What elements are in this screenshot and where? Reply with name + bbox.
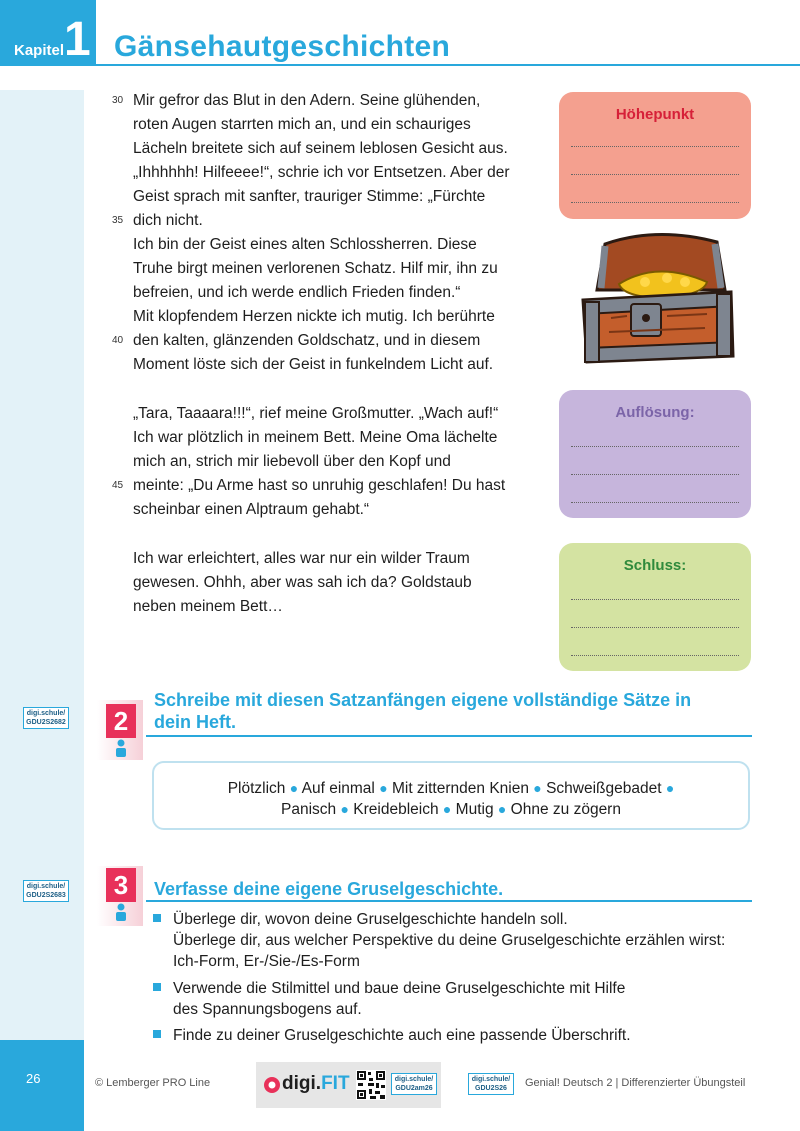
write-line[interactable] [571, 202, 739, 203]
story-line: Lächeln breitete sich auf seinem leblosen Gesicht aus. [133, 140, 508, 157]
task-number-2: 2 [106, 704, 136, 738]
story-line: befreien, und ich werde endlich Frieden finden.“ [133, 284, 461, 301]
digi-code-link[interactable] [468, 1073, 514, 1095]
digi-code-link[interactable] [23, 707, 69, 729]
line-number-45: 45 [112, 480, 124, 491]
bullet-dot-icon: ● [665, 780, 675, 796]
word: Mit zitternden Knien [391, 780, 529, 797]
task-rule [146, 900, 752, 902]
word: Auf einmal [301, 780, 375, 797]
story-line: „Ihhhhhh! Hilfeeee!“, schrie ich vor Entsetzen. Aber der [133, 164, 510, 181]
ending-box [559, 543, 751, 671]
task-number-3: 3 [106, 868, 136, 902]
qr-code-icon [356, 1070, 386, 1100]
digi-code-line: digi.schule/ [26, 710, 66, 717]
bullet-text: Verwende die Stilmittel und baue deine Gruselgeschichte mit Hilfe [173, 980, 626, 997]
story-line: dich nicht. [133, 212, 203, 229]
write-line[interactable] [571, 502, 739, 503]
digifit-prefix: digi. [282, 1073, 322, 1094]
story-line: Ich war erleichtert, alles war nur ein wilder Traum [133, 550, 470, 567]
publisher: © Lemberger PRO Line [95, 1077, 211, 1089]
word: Plötzlich [227, 780, 286, 797]
story-line: meinte: „Du Arme hast so unruhig geschlafen! Du hast [133, 477, 506, 494]
digi-code-line: GDU2S26 [475, 1085, 507, 1092]
write-line[interactable] [571, 627, 739, 628]
story-line: neben meinem Bett… [133, 598, 283, 615]
bullet-text: Überlege dir, aus welcher Perspektive du deine Gruselgeschichte erzählen wirst: [173, 932, 726, 949]
line-number-30: 30 [112, 95, 124, 106]
book-title: Genial! Deutsch 2 | Differenzierter Übungsteil [525, 1077, 746, 1089]
word: Schweißgebadet [546, 780, 662, 797]
climax-box [559, 92, 751, 219]
digi-code-line: GDU2am26 [395, 1085, 433, 1092]
word: Ohne zu zögern [510, 801, 621, 818]
story-line: roten Augen starrten mich an, und ein schauriges [133, 116, 471, 133]
task-2-title-line: dein Heft. [154, 712, 237, 732]
bullet-dot-icon: ● [340, 801, 349, 817]
digi-code-link[interactable] [23, 880, 69, 902]
digifit-banner[interactable] [256, 1062, 441, 1108]
story-line: mich an, strich mir liebevoll über den Kopf und [133, 453, 451, 470]
task-3-title: Verfasse deine eigene Gruselgeschichte. [154, 879, 504, 899]
bullet-text: Überlege dir, wovon deine Gruselgeschichte handeln soll. [173, 911, 568, 928]
bullet-dot-icon: ● [442, 801, 452, 817]
write-line[interactable] [571, 474, 739, 475]
bullet-text: Finde zu deiner Gruselgeschichte auch eine passende Überschrift. [173, 1027, 631, 1044]
page-title: Gänsehautgeschichten [114, 30, 451, 63]
story-line: Ich war plötzlich in meinem Bett. Meine Oma lächelte [133, 429, 498, 446]
story-line: den kalten, glänzenden Goldschatz, und in diesem [133, 332, 481, 349]
word: Mutig [455, 801, 494, 818]
story-line: scheinbar einen Alptraum gehabt.“ [133, 501, 370, 518]
write-line[interactable] [571, 174, 739, 175]
word-row [154, 778, 748, 799]
task-2-title-line: Schreibe mit diesen Satzanfängen eigene vollständige Sätze in [154, 690, 692, 710]
digi-code-line: digi.schule/ [26, 883, 66, 890]
climax-title: Höhepunkt [615, 106, 695, 123]
chapter-label: Kapitel [14, 42, 65, 59]
write-line[interactable] [571, 599, 739, 600]
word-row [154, 799, 748, 820]
digi-code-line: digi.schule/ [394, 1076, 434, 1083]
bullet-dot-icon: ● [289, 780, 299, 796]
word: Panisch [281, 801, 337, 818]
story-line: gewesen. Ohhh, aber was sah ich da? Goldstaub [133, 574, 472, 591]
write-line[interactable] [571, 655, 739, 656]
task-rule [146, 735, 752, 737]
story-line: Ich bin der Geist eines alten Schlossherren. Diese [133, 236, 477, 253]
person-icon [115, 903, 127, 921]
title-rule [96, 64, 800, 66]
treasure-chest-icon [575, 232, 740, 367]
page-number-tab [0, 1040, 84, 1131]
chapter-number: 1 [64, 13, 91, 66]
digifit-wordmark [282, 1073, 350, 1095]
bullet-dot-icon: ● [497, 801, 507, 817]
ending-title: Schluss: [623, 557, 687, 574]
square-bullet-icon [153, 983, 161, 991]
story-line: „Tara, Taaaara!!!“, rief meine Großmutter. „Wach auf!“ [133, 405, 499, 422]
line-number-40: 40 [112, 335, 124, 346]
word: Kreidebleich [353, 801, 439, 818]
story-line: Mir gefror das Blut in den Adern. Seine glühenden, [133, 92, 481, 109]
digi-code-line: digi.schule/ [471, 1076, 511, 1083]
digi-code-line: GDU2S2683 [26, 892, 66, 899]
line-number-35: 35 [112, 215, 124, 226]
story-line: Mit klopfendem Herzen nickte ich mutig. Ich berührte [133, 308, 495, 325]
story-line: Moment löste sich der Geist in funkelndem Licht auf. [133, 356, 494, 373]
digi-code-link[interactable] [391, 1073, 437, 1095]
resolution-title: Auflösung: [615, 404, 695, 421]
write-line[interactable] [571, 146, 739, 147]
digi-code-line: GDU2S2682 [26, 719, 66, 726]
story-line: Truhe birgt meinen verlorenen Schatz. Hilf mir, ihn zu [133, 260, 498, 277]
resolution-box [559, 390, 751, 518]
bullet-text: des Spannungsbogens auf. [173, 1001, 362, 1018]
square-bullet-icon [153, 1030, 161, 1038]
digifit-logo-icon [263, 1075, 281, 1095]
page-number: 26 [26, 1071, 41, 1086]
person-icon [115, 739, 127, 757]
sentence-starters-box [152, 761, 750, 830]
write-line[interactable] [571, 446, 739, 447]
bullet-dot-icon: ● [379, 780, 388, 796]
bullet-dot-icon: ● [533, 780, 542, 796]
story-line: Geist sprach mit sanfter, trauriger Stimme: „Fürchte [133, 188, 486, 205]
square-bullet-icon [153, 914, 161, 922]
digifit-suffix: FIT [321, 1073, 350, 1094]
bullet-text: Ich-Form, Er-/Sie-/Es-Form [173, 953, 360, 970]
